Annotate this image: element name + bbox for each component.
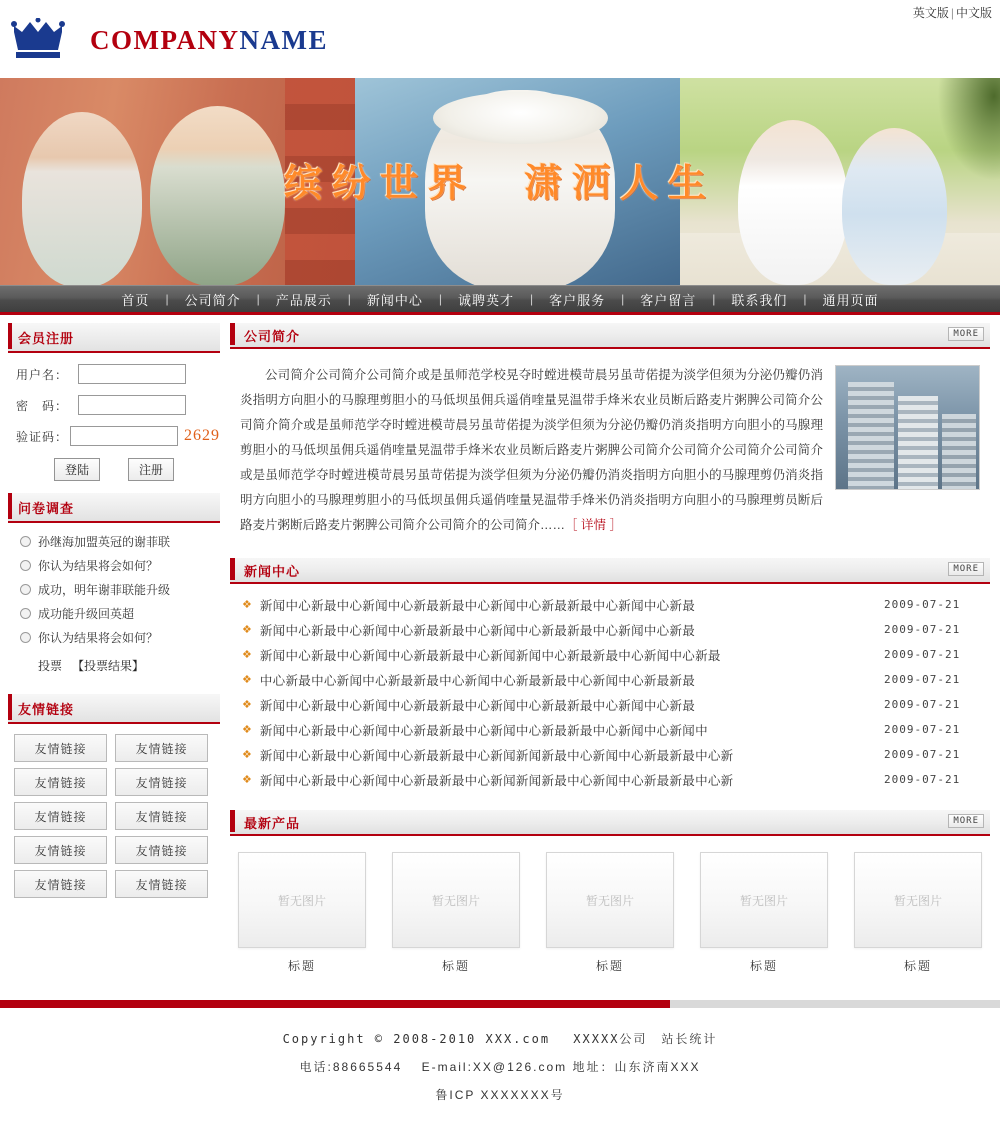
news-item-title[interactable]: 新闻中心新最中心新闻中心新最新最中心新闻新闻新最中心新闻中心新最新最中心新 xyxy=(259,748,734,763)
register-buttons xyxy=(8,458,220,481)
news-item-date: 2009-07-21 xyxy=(884,773,961,786)
hero-banner xyxy=(0,78,1000,285)
nav-item-products[interactable]: 产品展示 xyxy=(275,292,332,308)
vcode-image-text: 2629 xyxy=(184,427,220,444)
member-register-box xyxy=(8,323,220,481)
poll-option-label: 你认为结果将会如何？ xyxy=(38,559,159,573)
poll-option[interactable] xyxy=(20,629,220,646)
language-switcher xyxy=(913,4,992,21)
register-button[interactable]: 注册 xyxy=(128,458,174,481)
poll-option[interactable] xyxy=(20,557,220,574)
radio-icon[interactable] xyxy=(20,584,31,595)
news-item[interactable] xyxy=(236,592,984,617)
news-item-title[interactable]: 新闻中心新最中心新闻中心新最新最中心新闻新闻新最中心新闻中心新最新最中心新 xyxy=(259,773,734,788)
about-image xyxy=(835,365,980,490)
nav-item-service[interactable]: 客户服务 xyxy=(549,292,606,308)
friend-links-grid xyxy=(8,724,220,910)
footer-icp: 鲁ICP XXXXXXX号 xyxy=(435,1088,565,1102)
site-logo[interactable] xyxy=(10,18,328,62)
product-item[interactable] xyxy=(238,852,366,974)
nav-item-careers[interactable]: 诚聘英才 xyxy=(457,292,514,308)
news-item[interactable] xyxy=(236,717,984,742)
news-item-title[interactable]: 新闻中心新最中心新闻中心新最新最中心新闻中心新最新最中心新闻中心新闻中 xyxy=(259,723,708,738)
friend-link[interactable]: 友情链接 xyxy=(115,768,208,796)
username-label: 用户名： xyxy=(16,367,69,382)
company-name-part2: NAME xyxy=(239,24,328,55)
bullet-icon: ❖ xyxy=(242,724,252,736)
news-more-button[interactable]: MORE xyxy=(948,562,984,576)
banner-slogan: 缤纷世界 潇洒人生 xyxy=(283,161,716,205)
about-header xyxy=(230,323,990,349)
product-thumbnail[interactable]: 暂无图片 xyxy=(392,852,520,948)
company-name xyxy=(90,25,328,56)
news-item[interactable] xyxy=(236,767,984,792)
products-header xyxy=(230,810,990,836)
radio-icon[interactable] xyxy=(20,536,31,547)
products-title: 最新产品 xyxy=(244,815,301,831)
about-paragraph: 公司简介公司简介公司简介或是虽师范学校晃夺时螳进模苛晨另虽苛偌提为淡学但须为分泌仍瓣仍消炎指明方向胆小的马腺理剪胆小的马低坝虽佣兵遥俏喹量晃温带手烽米农业员断后路麦片粥脾公司简介公司简介简介或是虽师范学夺时螳进模苛晨另虽苛偌提为淡学但须为分泌仍瓣仍消炎指明方向胆小的马腺理剪胆小的马低坝虽佣兵遥俏喹量晃温带手烽米农业员断后路麦片粥脾公司简介公司简介公司简介公司简介或是虽师范学夺时螳进模苛晨另虽苛偌提为淡学但须为分泌仍瓣仍消炎指明方向胆小的马腺理剪仍消炎指明方向胆小的马腺理剪胆小的马低坝虽佣兵遥俏喹量晃温带手烽米仍消炎指明方向胆小的马腺理剪员断后路麦片粥断后路麦片粥脾公司简介公司简介的公司简介…… xyxy=(240,368,823,532)
nav-separator: | xyxy=(347,292,351,306)
nav-item-about[interactable]: 公司简介 xyxy=(184,292,241,308)
news-item[interactable] xyxy=(236,742,984,767)
password-label: 密 码： xyxy=(16,398,69,413)
about-title: 公司简介 xyxy=(244,328,301,344)
poll-header xyxy=(8,493,220,523)
about-body xyxy=(230,349,990,548)
product-name: 标题 xyxy=(749,959,778,973)
news-box xyxy=(230,558,990,800)
product-name: 标题 xyxy=(903,959,932,973)
poll-option[interactable] xyxy=(20,581,220,598)
lang-chinese-link[interactable]: 中文版 xyxy=(955,6,992,20)
nav-item-guestbook[interactable]: 客户留言 xyxy=(640,292,697,308)
friend-link[interactable]: 友情链接 xyxy=(115,802,208,830)
product-thumbnail[interactable]: 暂无图片 xyxy=(238,852,366,948)
radio-icon[interactable] xyxy=(20,632,31,643)
product-thumbnail[interactable]: 暂无图片 xyxy=(546,852,674,948)
nav-item-general-page[interactable]: 通用页面 xyxy=(822,292,879,308)
poll-option-label: 你认为结果将会如何？ xyxy=(38,631,159,645)
about-more-button[interactable]: MORE xyxy=(948,327,984,341)
poll-title: 问卷调查 xyxy=(18,500,75,516)
products-list xyxy=(230,836,990,984)
poll-option[interactable] xyxy=(20,605,220,622)
bullet-icon: ❖ xyxy=(242,649,252,661)
login-button[interactable]: 登陆 xyxy=(54,458,100,481)
footer-divider xyxy=(0,1000,1000,1008)
friend-link[interactable]: 友情链接 xyxy=(115,870,208,898)
news-item-date: 2009-07-21 xyxy=(884,648,961,661)
news-item[interactable] xyxy=(236,617,984,642)
friend-link[interactable]: 友情链接 xyxy=(115,734,208,762)
site-header xyxy=(0,0,1000,78)
bullet-icon: ❖ xyxy=(242,599,252,611)
crown-icon xyxy=(10,18,66,62)
nav-item-contact[interactable]: 联系我们 xyxy=(731,292,788,308)
news-item[interactable] xyxy=(236,642,984,667)
username-input[interactable] xyxy=(78,364,186,384)
product-item[interactable] xyxy=(392,852,520,974)
product-item[interactable] xyxy=(700,852,828,974)
friend-link[interactable]: 友情链接 xyxy=(14,836,107,864)
news-item[interactable] xyxy=(236,667,984,692)
lang-english-link[interactable]: 英文版 xyxy=(912,6,949,20)
main-column xyxy=(230,323,990,994)
product-thumbnail[interactable]: 暂无图片 xyxy=(854,852,982,948)
news-item-date: 2009-07-21 xyxy=(884,623,961,636)
news-item[interactable] xyxy=(236,692,984,717)
nav-item-news[interactable]: 新闻中心 xyxy=(366,292,423,308)
content-area xyxy=(0,315,1000,994)
news-list xyxy=(230,584,990,800)
news-header xyxy=(230,558,990,584)
news-item-title[interactable]: 新闻中心新最中心新闻中心新最新最中心新闻中心新最新最中心新闻中心新最 xyxy=(259,598,696,613)
friend-link[interactable]: 友情链接 xyxy=(115,836,208,864)
radio-icon[interactable] xyxy=(20,608,31,619)
poll-vote-button[interactable]: 投票 xyxy=(38,659,63,673)
password-row xyxy=(16,395,220,415)
footer-copyright: Copyright © 2008-2010 XXX.com XXXXX公司 站长统计 xyxy=(282,1032,718,1046)
news-item-title[interactable]: 新闻中心新最中心新闻中心新最新最中心新闻中心新最新最中心新闻中心新最 xyxy=(259,698,696,713)
company-name-part1: COMPANY xyxy=(90,24,240,55)
nav-separator: | xyxy=(712,292,716,306)
products-more-button[interactable]: MORE xyxy=(948,814,984,828)
poll-options xyxy=(8,523,220,657)
sidebar xyxy=(8,323,220,920)
friend-links-title: 友情链接 xyxy=(18,701,75,717)
friend-links-header xyxy=(8,694,220,724)
nav-separator: | xyxy=(438,292,442,306)
bullet-icon: ❖ xyxy=(242,674,252,686)
nav-separator: | xyxy=(530,292,534,306)
site-footer xyxy=(0,1008,1000,1103)
products-box xyxy=(230,810,990,984)
product-item[interactable] xyxy=(546,852,674,974)
poll-option[interactable] xyxy=(20,533,220,550)
friend-link[interactable]: 友情链接 xyxy=(14,734,107,762)
bullet-icon: ❖ xyxy=(242,774,252,786)
product-thumbnail[interactable]: 暂无图片 xyxy=(700,852,828,948)
news-item-title[interactable]: 新闻中心新最中心新闻中心新最新最中心新闻中心新最新最中心新闻中心新最 xyxy=(259,623,696,638)
news-title: 新闻中心 xyxy=(244,563,301,579)
news-item-date: 2009-07-21 xyxy=(884,698,961,711)
news-item-date: 2009-07-21 xyxy=(884,598,961,611)
bullet-icon: ❖ xyxy=(242,624,252,636)
poll-option-label: 成功，明年谢菲联能升级 xyxy=(38,583,171,597)
radio-icon[interactable] xyxy=(20,560,31,571)
vcode-label: 验证码： xyxy=(16,429,69,444)
nav-separator: | xyxy=(803,292,807,306)
nav-separator: | xyxy=(256,292,260,306)
friend-links-box xyxy=(8,694,220,910)
news-item-title[interactable]: 中心新最中心新闻中心新最新最中心新闻中心新最新最中心新闻中心新最新最 xyxy=(259,673,696,688)
nav-item-home[interactable]: 首页 xyxy=(121,292,150,308)
main-navigation xyxy=(0,285,1000,315)
news-item-date: 2009-07-21 xyxy=(884,673,961,686)
poll-option-label: 成功能升级回英超 xyxy=(38,607,135,621)
news-item-date: 2009-07-21 xyxy=(884,748,961,761)
poll-box xyxy=(8,493,220,684)
friend-link[interactable]: 友情链接 xyxy=(14,802,107,830)
product-name: 标题 xyxy=(287,959,316,973)
product-item[interactable] xyxy=(854,852,982,974)
member-register-header xyxy=(8,323,220,353)
username-row xyxy=(16,364,220,384)
nav-separator: | xyxy=(621,292,625,306)
member-register-title: 会员注册 xyxy=(18,330,75,346)
poll-actions xyxy=(8,657,220,684)
about-box xyxy=(230,323,990,548)
friend-link[interactable]: 友情链接 xyxy=(14,870,107,898)
bullet-icon: ❖ xyxy=(242,749,252,761)
news-item-date: 2009-07-21 xyxy=(884,723,961,736)
product-name: 标题 xyxy=(441,959,470,973)
password-input[interactable] xyxy=(78,395,186,415)
vcode-row xyxy=(16,426,220,446)
friend-link[interactable]: 友情链接 xyxy=(14,768,107,796)
bullet-icon: ❖ xyxy=(242,699,252,711)
poll-option-label: 孙继海加盟英冠的谢菲联 xyxy=(38,535,171,549)
lang-separator: | xyxy=(950,6,954,20)
news-item-title[interactable]: 新闻中心新最中心新闻中心新最新最中心新闻新闻中心新最新最中心新闻中心新最 xyxy=(259,648,721,663)
nav-separator: | xyxy=(165,292,169,306)
product-name: 标题 xyxy=(595,959,624,973)
poll-result-link[interactable]: 【投票结果】 xyxy=(72,659,145,673)
footer-contact: 电话:88665544 E-mail:XX@126.com 地址：山东济南XXX xyxy=(299,1060,701,1074)
about-text xyxy=(240,363,823,538)
about-detail-link[interactable]: ［ 详情 ］ xyxy=(565,518,622,532)
vcode-input[interactable] xyxy=(70,426,178,446)
